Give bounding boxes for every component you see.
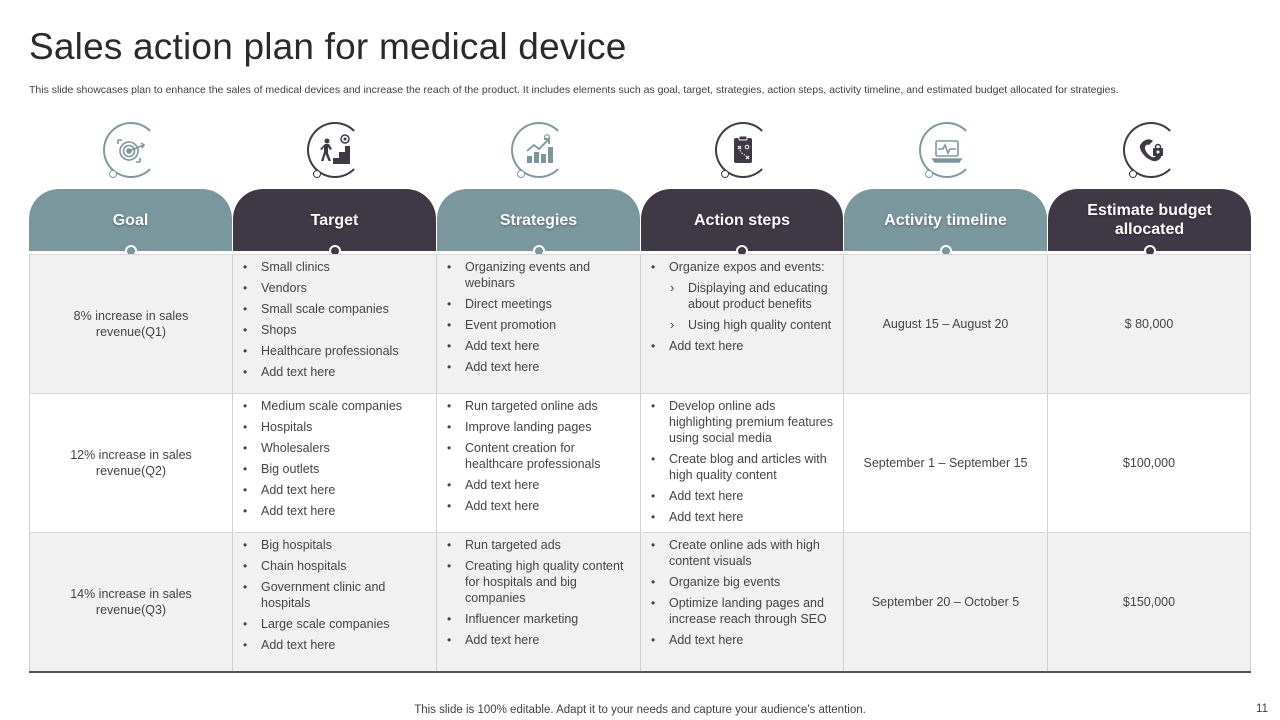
budget-cell <box>1048 255 1251 393</box>
strategies-cell <box>437 394 641 532</box>
action-steps-cell <box>641 533 844 671</box>
table-row <box>29 532 1251 671</box>
list-item: • Add text here <box>445 632 632 648</box>
climbing-stairs-goal-icon <box>307 122 363 178</box>
list-item: • Organize big events <box>649 574 835 590</box>
list-item: • Add text here <box>445 338 632 354</box>
budget-cell <box>1048 533 1251 671</box>
timeline-text: September 1 – September 15 <box>863 456 1028 470</box>
icon-row <box>29 122 1251 184</box>
header-activity-timeline: Activity timeline <box>844 189 1047 251</box>
header-goal: Goal <box>29 189 232 251</box>
timeline-cell <box>844 394 1048 532</box>
list-item: • Small clinics <box>241 259 428 275</box>
footer-note: This slide is 100% editable. Adapt it to your needs and capture your audience's attention. <box>414 704 866 716</box>
laptop-activity-icon <box>919 122 975 178</box>
list-item: • Improve landing pages <box>445 419 632 435</box>
strategies-cell <box>437 533 641 671</box>
goal-text: 14% increase in sales revenue(Q3) <box>70 587 192 617</box>
list-item: • Add text here <box>241 637 428 653</box>
list-item: • Vendors <box>241 280 428 296</box>
slide-subtitle: This slide showcases plan to enhance the sales of medical devices and increase the reach of the product. It includes elements such as goal, target, strategies, action steps, activity timeline, and estimated budget allocated for strategies. <box>29 84 1119 96</box>
timeline-cell <box>844 533 1048 671</box>
list-item: • Add text here <box>445 498 632 514</box>
list-item: • Add text here <box>649 488 835 504</box>
list-item: • Add text here <box>445 477 632 493</box>
list-item: • Medium scale companies <box>241 398 428 414</box>
list-item: • Large scale companies <box>241 616 428 632</box>
budget-cell <box>1048 394 1251 532</box>
header-target: Target <box>233 189 436 251</box>
header-strategies: Strategies <box>437 189 640 251</box>
list-item: • Develop online ads highlighting premium features using social media <box>649 398 835 446</box>
header-estimate-budget: Estimate budget allocated <box>1048 189 1251 251</box>
list-item: › Using high quality content <box>649 317 835 333</box>
target-cell <box>233 255 437 393</box>
list-item: • Hospitals <box>241 419 428 435</box>
list-item: • Organize expos and events: <box>649 259 835 275</box>
goal-text: 12% increase in sales revenue(Q2) <box>70 448 192 478</box>
list-item: • Creating high quality content for hospitals and big companies <box>445 558 632 606</box>
list-item: • Healthcare professionals <box>241 343 428 359</box>
goal-cell <box>29 255 233 393</box>
goal-text: 8% increase in sales revenue(Q1) <box>73 309 189 339</box>
list-item: • Create blog and articles with high quality content <box>649 451 835 483</box>
list-item: • Influencer marketing <box>445 611 632 627</box>
timeline-text: September 20 – October 5 <box>871 595 1020 609</box>
action-plan-table <box>29 254 1251 673</box>
table-row <box>29 254 1251 393</box>
column-headers <box>29 189 1251 251</box>
money-hand-icon <box>1123 122 1179 178</box>
list-item: • Optimize landing pages and increase reach through SEO <box>649 595 835 627</box>
list-item: • Add text here <box>241 482 428 498</box>
page-number: 11 <box>1256 703 1268 715</box>
header-action-steps: Action steps <box>641 189 843 251</box>
list-item: • Direct meetings <box>445 296 632 312</box>
list-item: › Displaying and educating about product benefits <box>649 280 835 312</box>
budget-text: $100,000 <box>1122 456 1176 470</box>
list-item: • Run targeted ads <box>445 537 632 553</box>
list-item: • Small scale companies <box>241 301 428 317</box>
clipboard-plan-icon <box>715 122 771 178</box>
budget-text: $150,000 <box>1122 595 1176 609</box>
timeline-cell <box>844 255 1048 393</box>
list-item: • Big outlets <box>241 461 428 477</box>
list-item: • Add text here <box>649 509 835 525</box>
timeline-text: August 15 – August 20 <box>882 317 1009 331</box>
budget-text: $ 80,000 <box>1124 317 1174 331</box>
target-cell <box>233 533 437 671</box>
target-cell <box>233 394 437 532</box>
list-item: • Add text here <box>649 338 835 354</box>
goal-cell <box>29 533 233 671</box>
list-item: • Run targeted online ads <box>445 398 632 414</box>
list-item: • Add text here <box>649 632 835 648</box>
table-row <box>29 393 1251 532</box>
slide-title: Sales action plan for medical device <box>29 26 627 67</box>
action-steps-cell <box>641 394 844 532</box>
list-item: • Chain hospitals <box>241 558 428 574</box>
list-item: • Add text here <box>445 359 632 375</box>
action-steps-cell <box>641 255 844 393</box>
list-item: • Content creation for healthcare professionals <box>445 440 632 472</box>
target-arrow-icon <box>103 122 159 178</box>
list-item: • Organizing events and webinars <box>445 259 632 291</box>
growth-chart-icon <box>511 122 567 178</box>
list-item: • Wholesalers <box>241 440 428 456</box>
list-item: • Add text here <box>241 364 428 380</box>
list-item: • Event promotion <box>445 317 632 333</box>
list-item: • Create online ads with high content visuals <box>649 537 835 569</box>
list-item: • Big hospitals <box>241 537 428 553</box>
strategies-cell <box>437 255 641 393</box>
list-item: • Government clinic and hospitals <box>241 579 428 611</box>
list-item: • Add text here <box>241 503 428 519</box>
list-item: • Shops <box>241 322 428 338</box>
goal-cell <box>29 394 233 532</box>
